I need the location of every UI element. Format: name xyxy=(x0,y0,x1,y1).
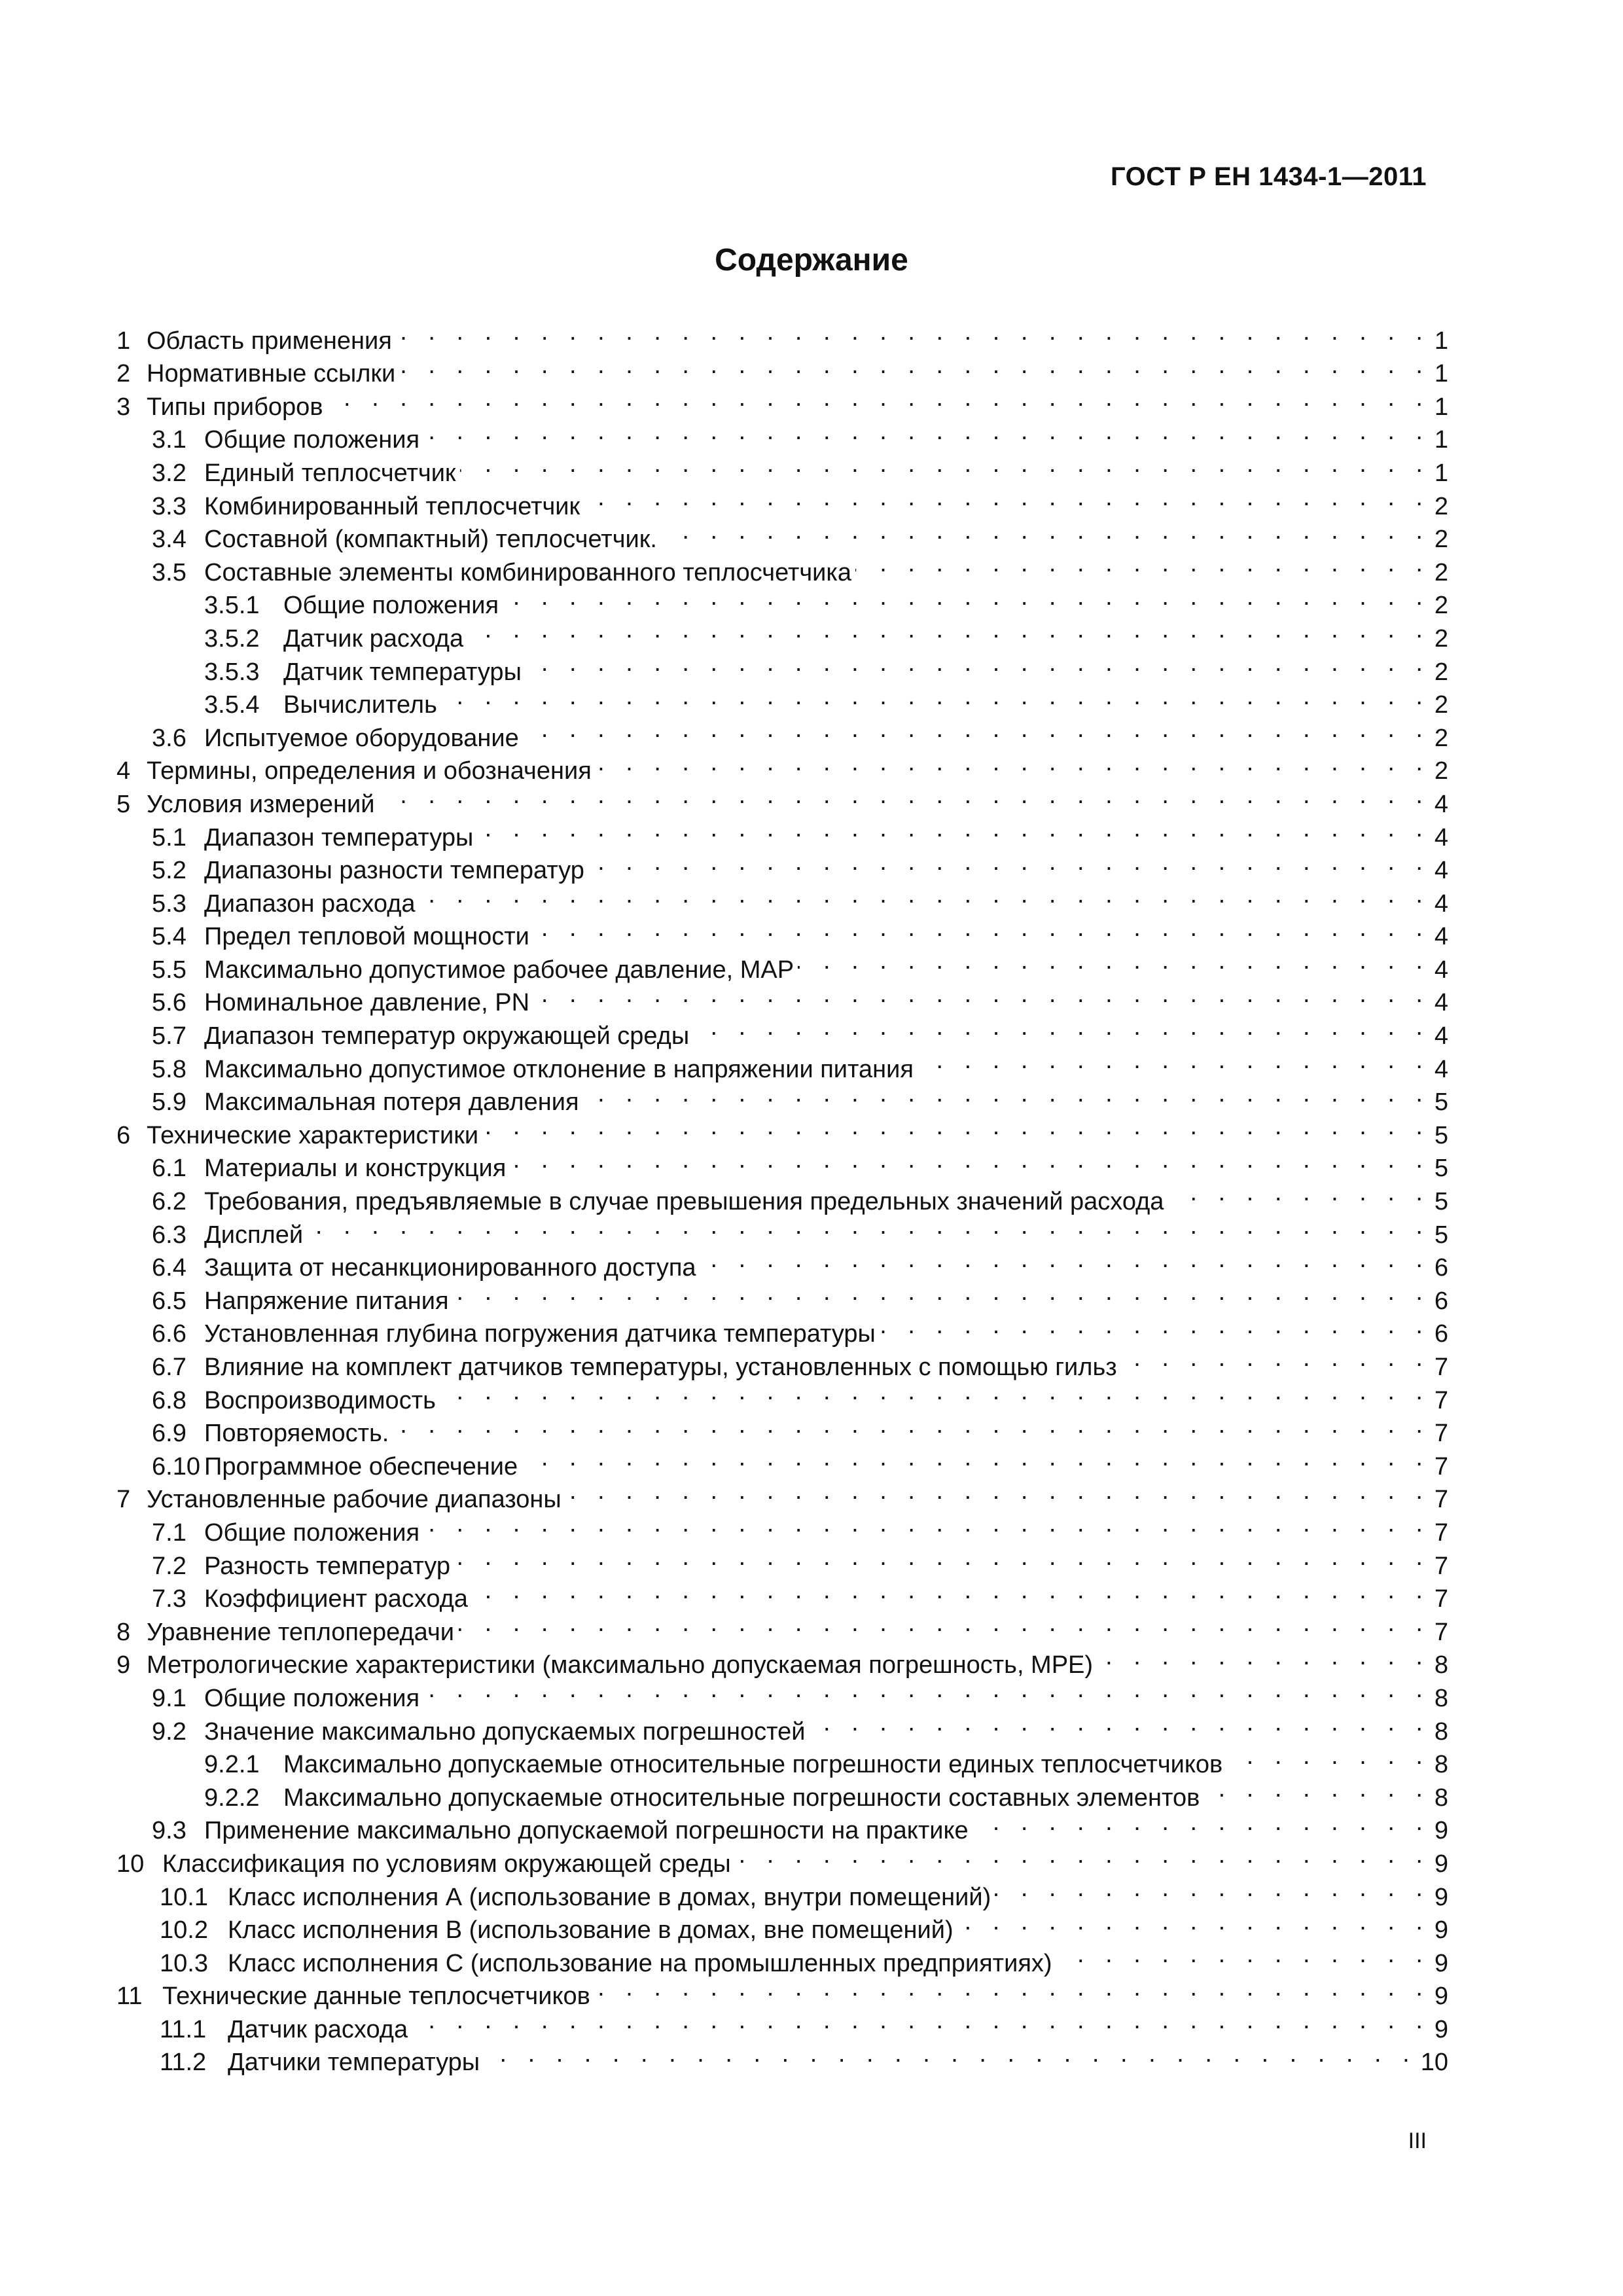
toc-entry-number: 3.5.3 xyxy=(204,658,260,686)
toc-entry-title: Диапазон расхода xyxy=(204,889,416,918)
dot-leader xyxy=(565,1475,1430,1508)
page-title: Содержание xyxy=(715,243,908,278)
toc-entry-page: 7 xyxy=(1434,1552,1448,1580)
toc-entry-number: 6.2 xyxy=(152,1188,187,1216)
toc-entry-title: Класс исполнения С (использование на промышленных предприятиях) xyxy=(228,1949,1052,1977)
page-number: III xyxy=(1408,2128,1427,2153)
toc-entry-number: 9.2.1 xyxy=(204,1751,260,1779)
toc-entry-number: 7.3 xyxy=(152,1585,187,1613)
toc-entry-title: Установленные рабочие диапазоны xyxy=(147,1486,562,1514)
toc-entry-number: 4 xyxy=(116,757,131,785)
toc-entry-number: 6.1 xyxy=(152,1155,187,1183)
toc-entry-number: 6.9 xyxy=(152,1420,187,1448)
toc-entry-number: 10 xyxy=(116,1850,145,1878)
toc-entry-title: Общие положения xyxy=(204,426,420,454)
toc-entry-page: 9 xyxy=(1434,1982,1448,2011)
toc-entry-title: Технические данные теплосчетчиков xyxy=(162,1982,590,2011)
dot-leader xyxy=(393,1408,1430,1442)
toc-entry-number: 9.2 xyxy=(152,1717,187,1746)
dot-leader xyxy=(523,713,1430,746)
dot-leader xyxy=(441,680,1430,713)
dot-leader xyxy=(307,1210,1430,1243)
toc-entry-title: Требования, предъявляемые в случае превышения предельных значений расхода xyxy=(204,1188,1164,1216)
toc-entry-number: 5.7 xyxy=(152,1022,187,1050)
toc-entry-page: 2 xyxy=(1434,724,1448,752)
toc-entry-page: 9 xyxy=(1434,1916,1448,1945)
toc-entry-page: 8 xyxy=(1434,1717,1448,1746)
toc-entry-title: Испытуемое оборудование xyxy=(204,724,519,752)
toc-entry-page: 4 xyxy=(1434,823,1448,852)
toc-entry-page: 2 xyxy=(1434,691,1448,719)
toc-entry-page: 2 xyxy=(1434,757,1448,785)
dot-leader xyxy=(522,1441,1430,1475)
toc-entry-page: 5 xyxy=(1434,1155,1448,1183)
toc-entry-number: 11 xyxy=(116,1982,143,2011)
toc-entry-title: Единый теплосчетчик xyxy=(204,459,456,487)
toc-entry-number: 10.2 xyxy=(160,1916,208,1945)
toc-entry-number: 10.1 xyxy=(160,1883,208,1911)
toc-entry-title: Датчик расхода xyxy=(228,2015,408,2043)
toc-entry-title: Воспроизводимость xyxy=(204,1386,436,1414)
toc-entry-number: 9.3 xyxy=(152,1817,187,1845)
dot-leader xyxy=(594,1971,1430,2005)
toc-entry-page: 4 xyxy=(1434,1055,1448,1083)
dot-leader xyxy=(1056,1938,1430,1971)
toc-entry-page: 5 xyxy=(1434,1088,1448,1117)
toc-entry-page: 7 xyxy=(1434,1354,1448,1381)
toc-entry-number: 6.10 xyxy=(152,1452,200,1480)
toc-entry-title: Защита от несанкционированного доступа xyxy=(204,1254,696,1282)
toc-entry-page: 4 xyxy=(1434,857,1448,885)
toc-entry-page: 7 xyxy=(1434,1420,1448,1448)
toc-entry-title: Составной (компактный) теплосчетчик. xyxy=(204,526,657,554)
dot-leader xyxy=(957,1905,1430,1939)
toc-entry-page: 4 xyxy=(1434,889,1448,918)
toc-entry-number: 3.4 xyxy=(152,526,187,554)
dot-leader xyxy=(583,1077,1430,1111)
toc-entry-number: 5 xyxy=(116,790,131,818)
toc-entry-title: Уравнение теплопередачи xyxy=(147,1618,454,1646)
toc-entry-page: 7 xyxy=(1434,1486,1448,1514)
dot-leader xyxy=(419,878,1431,912)
toc-entry-number: 5.2 xyxy=(152,857,187,885)
toc-entry-number: 5.3 xyxy=(152,889,187,918)
toc-entry-page: 1 xyxy=(1434,459,1448,487)
dot-leader xyxy=(533,978,1430,1011)
toc-entry-page: 6 xyxy=(1434,1320,1448,1348)
toc-entry-page: 6 xyxy=(1434,1287,1448,1315)
toc-entry-page: 4 xyxy=(1434,989,1448,1017)
toc-entry-page: 9 xyxy=(1434,1949,1448,1977)
toc-entry-page: 6 xyxy=(1434,1254,1448,1282)
toc-entry-title: Условия измерений xyxy=(147,790,375,818)
toc-entry-number: 3.1 xyxy=(152,426,187,454)
toc-entry-number: 7.2 xyxy=(152,1552,187,1580)
toc-entry-page: 4 xyxy=(1434,790,1448,818)
toc-entry-title: Применение максимально допускаемой погрешности на практике xyxy=(204,1817,969,1845)
toc-entry-page: 1 xyxy=(1434,360,1448,388)
toc-entry-number: 6.6 xyxy=(152,1320,187,1348)
toc-entry-page: 4 xyxy=(1434,1022,1448,1050)
toc-entry-number: 5.4 xyxy=(152,923,187,951)
toc-entry-title: Технические характеристики xyxy=(147,1121,479,1149)
toc-entry-title: Класс исполнения А (использование в домах, внутри помещений) xyxy=(228,1883,991,1911)
dot-leader xyxy=(596,746,1430,780)
toc-entry-title: Максимально допустимое отклонение в напряжении питания xyxy=(204,1055,914,1083)
toc-entry-number: 3.2 xyxy=(152,459,187,487)
toc-entry-page: 2 xyxy=(1434,592,1448,620)
toc-entry-title: Напряжение питания xyxy=(204,1287,449,1315)
dot-leader xyxy=(995,1872,1430,1905)
toc-entry-title: Класс исполнения В (использование в домах, вне помещений) xyxy=(228,1916,954,1945)
toc-entry-title: Общие положения xyxy=(204,1518,420,1547)
dot-leader xyxy=(484,2037,1417,2071)
toc-entry-title: Типы приборов xyxy=(147,393,323,421)
toc-entry-title: Коэффициент расхода xyxy=(204,1585,468,1613)
dot-leader xyxy=(1168,1176,1430,1210)
toc-entry-title: Составные элементы комбинированного теплосчетчика xyxy=(204,558,852,586)
dot-leader xyxy=(918,1044,1430,1077)
toc-entry-title: Материалы и конструкция xyxy=(204,1155,507,1183)
toc-entry-title: Диапазоны разности температур xyxy=(204,857,584,885)
dot-leader xyxy=(482,1110,1430,1143)
toc-entry-number: 6.5 xyxy=(152,1287,187,1315)
dot-leader xyxy=(661,514,1430,548)
toc-entry-title: Метрологические характеристики (максимально допускаемая погрешность, MPE) xyxy=(147,1651,1094,1679)
dot-leader xyxy=(584,481,1430,514)
toc-entry-number: 10.3 xyxy=(160,1949,208,1977)
dot-leader xyxy=(700,1243,1430,1276)
toc-entry-title: Программное обеспечение xyxy=(204,1452,518,1480)
toc-entry-title: Максимально допускаемые относительные погрешности составных элементов xyxy=(283,1784,1200,1812)
toc-entry-title: Установленная глубина погружения датчика температуры xyxy=(204,1320,876,1348)
dot-leader xyxy=(798,944,1430,978)
toc-entry-number: 3.5 xyxy=(152,558,187,586)
dot-leader xyxy=(693,1011,1430,1044)
document-id-header: ГОСТ Р ЕН 1434-1—2011 xyxy=(1111,162,1427,191)
dot-leader xyxy=(399,349,1430,382)
toc-entry-title: Датчик температуры xyxy=(283,658,522,686)
toc-entry-title: Диапазон температур окружающей среды xyxy=(204,1022,690,1050)
dot-leader xyxy=(440,1375,1430,1408)
toc-entry-page: 8 xyxy=(1434,1751,1448,1779)
toc-entry-title: Общие положения xyxy=(283,592,499,620)
dot-leader xyxy=(972,1806,1430,1839)
toc-entry-number: 6.7 xyxy=(152,1354,187,1381)
toc-entry-page: 2 xyxy=(1434,658,1448,686)
toc-entry-number: 6.3 xyxy=(152,1221,187,1249)
toc-entry-number: 3.3 xyxy=(152,492,187,520)
toc-entry-page: 4 xyxy=(1434,956,1448,984)
toc-entry-title: Датчики температуры xyxy=(228,2049,480,2077)
toc-entry-number: 11.2 xyxy=(160,2049,207,2077)
toc-entry-page: 7 xyxy=(1434,1452,1448,1480)
toc-entry-number: 2 xyxy=(116,360,131,388)
toc-entry-page: 10 xyxy=(1420,2049,1448,2077)
toc-entry-title: Дисплей xyxy=(204,1221,304,1249)
toc-entry-number: 9.1 xyxy=(152,1684,187,1712)
dot-leader xyxy=(1121,1342,1430,1375)
toc-entry-page: 1 xyxy=(1434,393,1448,421)
toc-entry-title: Нормативные ссылки xyxy=(147,360,396,388)
toc-entry-page: 7 xyxy=(1434,1585,1448,1613)
toc-entry-page: 9 xyxy=(1434,1817,1448,1845)
dot-leader xyxy=(477,812,1430,846)
toc-entry-title: Вычислитель xyxy=(283,691,437,719)
toc-entry-title: Влияние на комплект датчиков температуры, установленных с помощью гильз xyxy=(204,1354,1117,1381)
dot-leader xyxy=(412,2004,1430,2037)
toc-entry-number: 3.5.4 xyxy=(204,691,260,719)
toc-entry-number: 1 xyxy=(116,327,131,355)
dot-leader xyxy=(526,647,1430,680)
toc-entry-title: Классификация по условиям окружающей среды xyxy=(162,1850,731,1878)
toc-entry-page: 8 xyxy=(1434,1684,1448,1712)
toc-entry-page: 8 xyxy=(1434,1651,1448,1679)
toc-entry-title: Диапазон температуры xyxy=(204,823,474,852)
toc-entry-number: 3.6 xyxy=(152,724,187,752)
dot-leader xyxy=(454,1541,1430,1574)
toc-entry-title: Комбинированный теплосчетчик xyxy=(204,492,580,520)
dot-leader xyxy=(467,613,1430,647)
toc-entry-title: Предел тепловой мощности xyxy=(204,923,529,951)
toc-entry-number: 5.9 xyxy=(152,1088,187,1117)
toc-entry-number: 9.2.2 xyxy=(204,1784,260,1812)
dot-leader xyxy=(472,1574,1430,1607)
dot-leader xyxy=(458,1607,1430,1640)
toc-entry[interactable] xyxy=(116,1210,1448,1249)
toc-entry-number: 6.8 xyxy=(152,1386,187,1414)
dot-leader xyxy=(855,547,1430,581)
toc-entry-number: 7 xyxy=(116,1486,131,1514)
toc-entry-number: 3.5.2 xyxy=(204,624,260,653)
toc-entry-title: Область применения xyxy=(147,327,392,355)
toc-entry-number: 5.5 xyxy=(152,956,187,984)
toc-entry-number: 11.1 xyxy=(160,2015,207,2043)
dot-leader xyxy=(1226,1740,1430,1773)
toc-entry-title: Максимально допустимое рабочее давление, MAP xyxy=(204,956,794,984)
toc-entry-page: 5 xyxy=(1434,1221,1448,1249)
toc-entry-number: 8 xyxy=(116,1618,131,1646)
toc-entry-title: Максимальная потеря давления xyxy=(204,1088,579,1117)
toc-entry-title: Максимально допускаемые относительные погрешности единых теплосчетчиков xyxy=(283,1751,1223,1779)
toc-entry-page: 9 xyxy=(1434,2015,1448,2043)
toc-entry-title: Датчик расхода xyxy=(283,624,464,653)
toc-entry-page: 2 xyxy=(1434,492,1448,520)
toc-entry-number: 7.1 xyxy=(152,1518,187,1547)
dot-leader xyxy=(1204,1772,1430,1806)
toc-entry-page: 9 xyxy=(1434,1850,1448,1878)
dot-leader xyxy=(396,315,1430,349)
toc-entry[interactable] xyxy=(116,315,1448,355)
toc-entry-number: 6.4 xyxy=(152,1254,187,1282)
toc-entry-page: 5 xyxy=(1434,1188,1448,1216)
toc-entry-number: 3.5.1 xyxy=(204,592,260,620)
dot-leader xyxy=(423,415,1430,448)
toc-entry-page: 7 xyxy=(1434,1518,1448,1547)
toc-entry-page: 1 xyxy=(1434,426,1448,454)
dot-leader xyxy=(1097,1640,1430,1674)
dot-leader xyxy=(327,382,1430,415)
dot-leader xyxy=(533,912,1430,945)
toc-entry-page: 7 xyxy=(1434,1386,1448,1414)
toc-entry-title: Разность температур xyxy=(204,1552,451,1580)
toc-entry-title: Повторяемость. xyxy=(204,1420,389,1448)
dot-leader xyxy=(809,1706,1430,1740)
dot-leader xyxy=(880,1309,1430,1342)
dot-leader xyxy=(453,1276,1430,1309)
dot-leader xyxy=(423,1507,1430,1541)
toc-entry-page: 2 xyxy=(1434,558,1448,586)
dot-leader xyxy=(423,1673,1430,1706)
toc-entry-page: 4 xyxy=(1434,923,1448,951)
toc-entry-page: 7 xyxy=(1434,1618,1448,1646)
toc-entry-title: Термины, определения и обозначения xyxy=(147,757,592,785)
dot-leader xyxy=(460,448,1430,481)
dot-leader xyxy=(503,581,1430,614)
toc-entry-number: 5.6 xyxy=(152,989,187,1017)
toc-entry-number: 9 xyxy=(116,1651,131,1679)
toc-entry-number: 5.8 xyxy=(152,1055,187,1083)
toc-entry-title: Номинальное давление, PN xyxy=(204,989,530,1017)
dot-leader xyxy=(510,1143,1430,1177)
toc-entry-title: Общие положения xyxy=(204,1684,420,1712)
toc-entry-number: 5.1 xyxy=(152,823,187,852)
toc-entry-page: 2 xyxy=(1434,624,1448,653)
toc-entry-number: 3 xyxy=(116,393,131,421)
dot-leader xyxy=(588,846,1430,879)
toc-entry-page: 1 xyxy=(1434,327,1448,355)
toc-entry[interactable] xyxy=(116,1243,1448,1282)
toc-entry-number: 6 xyxy=(116,1121,131,1149)
toc-entry-page: 2 xyxy=(1434,526,1448,554)
toc-entry-page: 8 xyxy=(1434,1784,1448,1812)
dot-leader xyxy=(735,1839,1430,1872)
toc-entry-title: Значение максимально допускаемых погрешностей xyxy=(204,1717,806,1746)
toc-entry-page: 5 xyxy=(1434,1121,1448,1149)
toc-entry-page: 9 xyxy=(1434,1883,1448,1911)
dot-leader xyxy=(379,779,1431,812)
table-of-contents xyxy=(116,315,1448,2077)
